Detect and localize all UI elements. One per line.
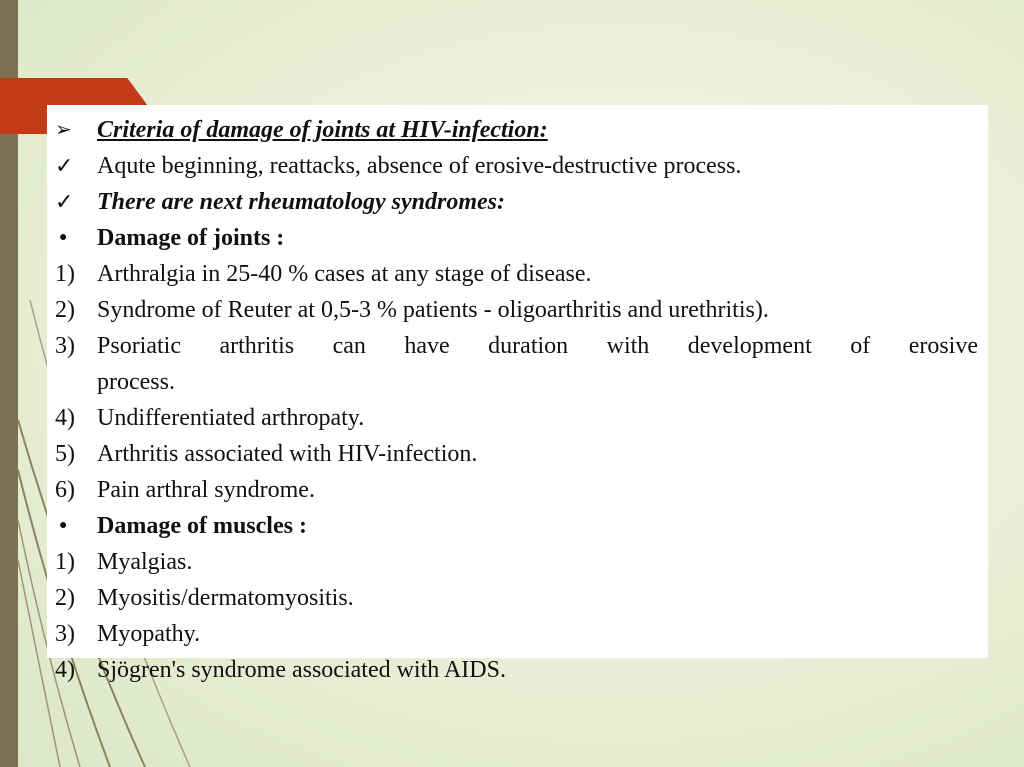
list-item [55,400,978,436]
list-item-text: Sjögren's syndrome associated with AIDS. [97,657,506,683]
list-item [55,256,978,292]
list-item-text: There are next rheumatology syndromes: [97,189,505,215]
list-number: 2) [55,585,75,611]
list-item-text: Syndrome of Reuter at 0,5-3 % patients - oligoarthritis and urethritis). [97,297,769,323]
dot-bullet-icon: ● [59,518,68,533]
list-item-text: Psoriatic arthritis can have duration with development of erosive [97,333,978,359]
list-number: 1) [55,549,75,575]
list-item-text: Damage of joints : [97,225,285,251]
list-number: 4) [55,405,75,431]
list-item [55,184,978,220]
list-item-continuation [55,364,978,400]
list-item [55,328,978,364]
list-item-text: Damage of muscles : [97,513,307,539]
list-item-text: process. [97,369,175,395]
dot-bullet-icon: ● [59,230,68,245]
list-item-text: Undifferentiated arthropaty. [97,405,365,431]
list-number: 2) [55,297,75,323]
list-item [55,652,978,688]
arrow-bullet-icon: ➢ [55,119,72,141]
list-number: 5) [55,441,75,467]
list-item-text: Arthralgia in 25-40 % cases at any stage of disease. [97,261,592,287]
list-item-text: Aqute beginning, reattacks, absence of erosive-destructive process. [97,153,742,179]
criteria-list [55,112,978,688]
list-number: 3) [55,621,75,647]
list-number: 1) [55,261,75,287]
list-item [55,472,978,508]
list-item-text: Criteria of damage of joints at HIV-infection: [97,117,548,143]
list-item-text: Arthritis associated with HIV-infection. [97,441,478,467]
list-item [55,544,978,580]
list-number: 3) [55,333,75,359]
list-item [55,616,978,652]
list-number: 6) [55,477,75,503]
list-item-text: Myopathy. [97,621,201,647]
list-item-text: Myalgias. [97,549,193,575]
checkmark-icon: ✓ [55,189,74,214]
list-item [55,436,978,472]
list-number: 4) [55,657,75,683]
list-item-text: Myositis/dermatomyositis. [97,585,354,611]
list-item [55,292,978,328]
list-item-text: Pain arthral syndrome. [97,477,315,503]
list-item [55,220,978,256]
list-item [55,508,978,544]
list-item [55,148,978,184]
list-item [55,112,978,148]
checkmark-icon: ✓ [55,153,74,178]
list-item [55,580,978,616]
